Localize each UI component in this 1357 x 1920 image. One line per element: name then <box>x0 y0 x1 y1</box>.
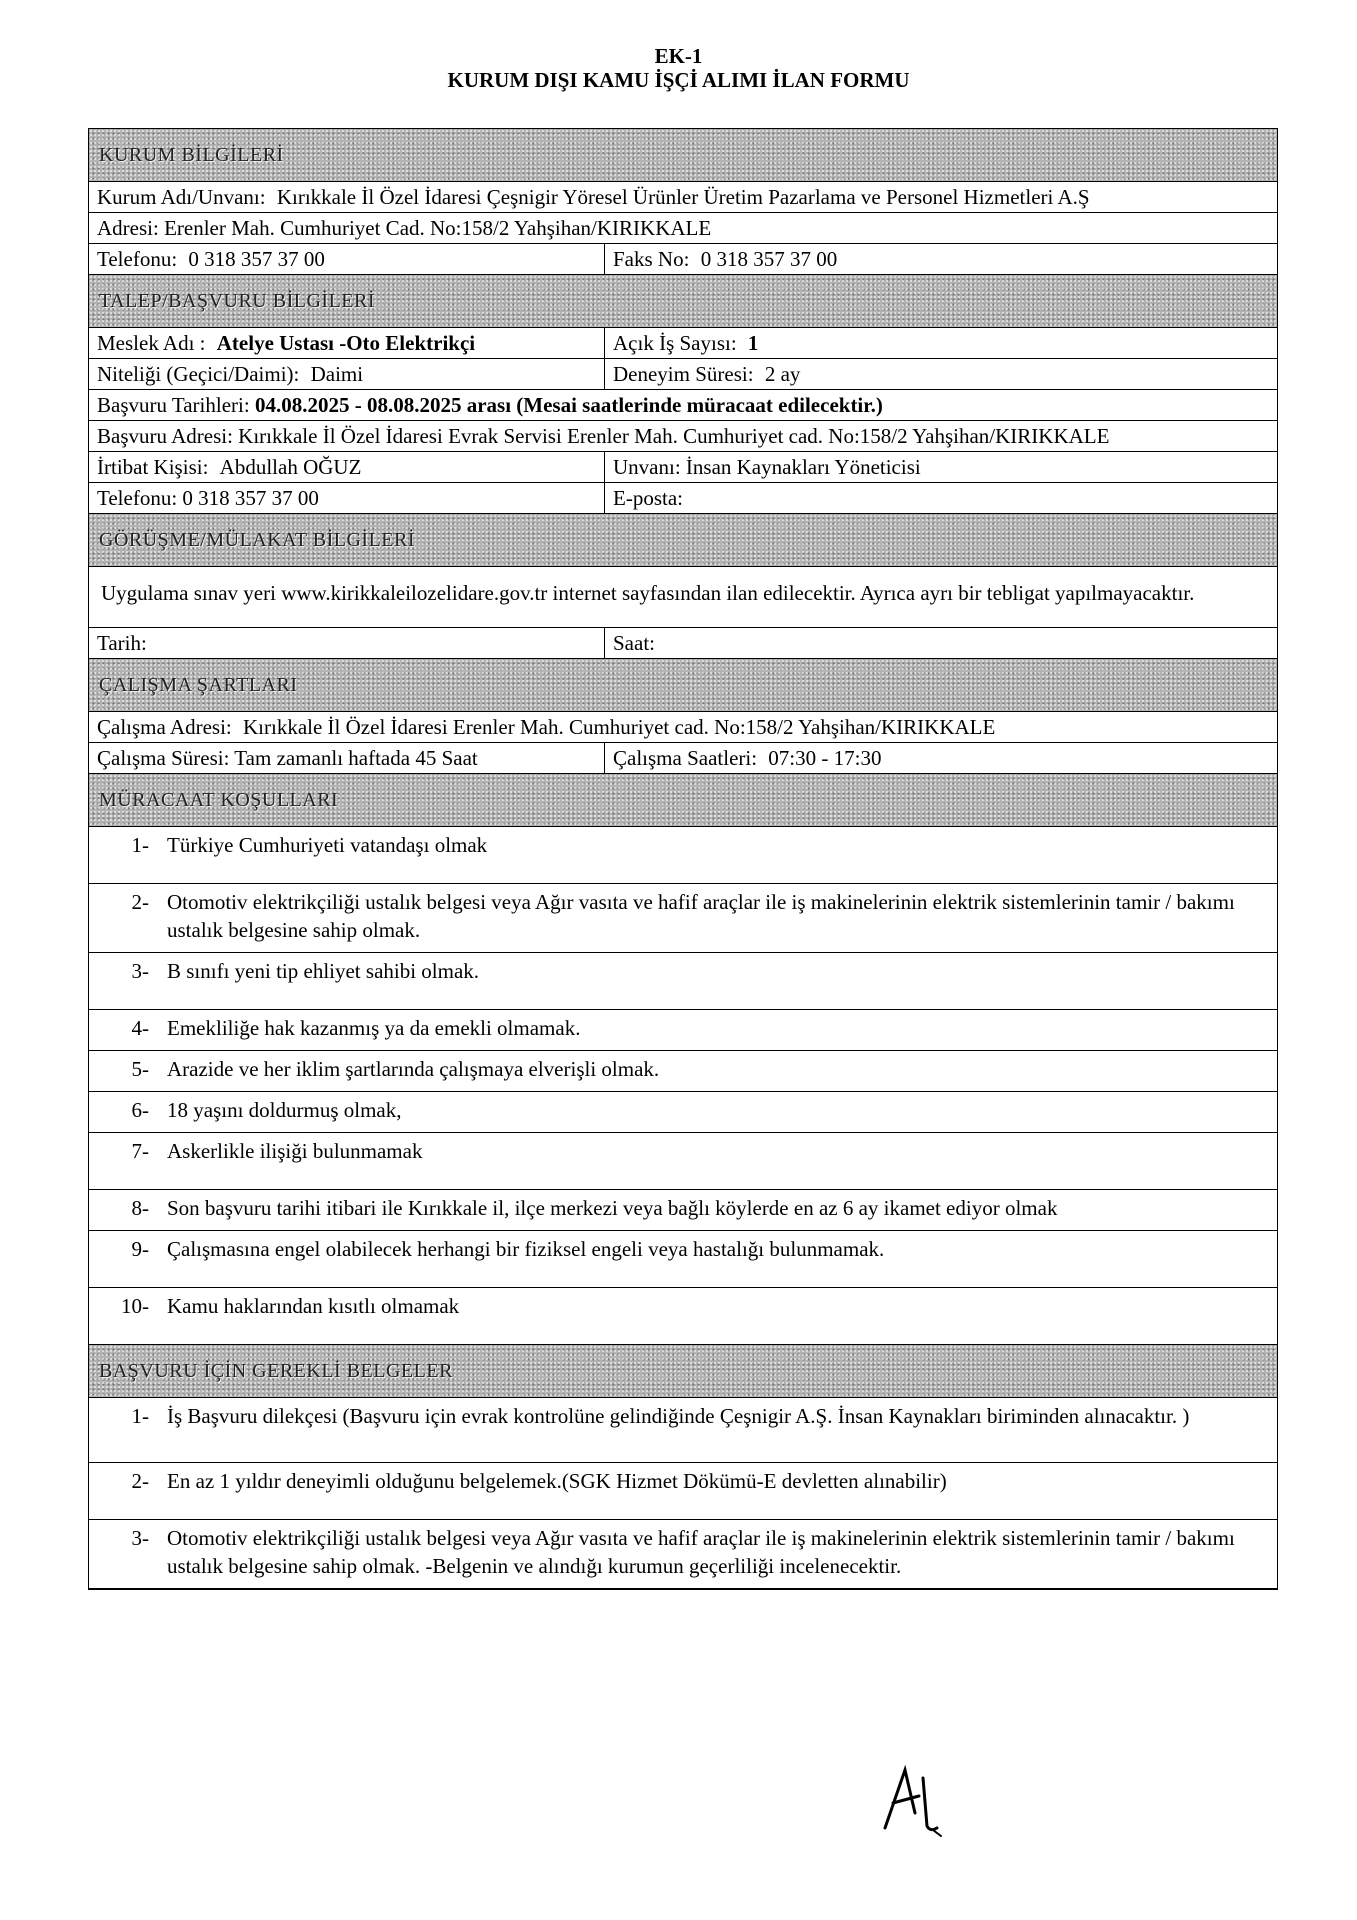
list-item <box>89 1051 1277 1092</box>
item-text: Türkiye Cumhuriyeti vatandaşı olmak <box>167 833 488 857</box>
value-deneyim: 2 ay <box>764 362 801 386</box>
label-deneyim: Deneyim Süresi: <box>613 362 754 386</box>
item-number: 4- <box>131 1016 149 1040</box>
item-text: 18 yaşını doldurmuş olmak, <box>167 1098 402 1122</box>
value-kurum-adi: Kırıkkale İl Özel İdaresi Çeşnigir Yöresel Ürünler Üretim Pazarlama ve Personel Hizmetleri A.Ş <box>276 185 1090 209</box>
section-title: TALEP/BAŞVURU BİLGİLERİ <box>99 289 376 312</box>
item-text: En az 1 yıldır deneyimli olduğunu belgelemek.(SGK Hizmet Dökümü-E devletten alınabilir) <box>167 1469 947 1493</box>
value-calisma-suresi: Tam zamanlı haftada 45 Saat <box>234 746 478 770</box>
item-text: Emekliliğe hak kazanmış ya da emekli olmamak. <box>167 1016 581 1040</box>
section-title: BAŞVURU İÇİN GEREKLİ BELGELER <box>99 1359 453 1382</box>
list-item <box>89 1463 1277 1520</box>
label-calisma-adresi: Çalışma Adresi: <box>97 715 232 739</box>
item-text: B sınıfı yeni tip ehliyet sahibi olmak. <box>167 959 480 983</box>
list-item <box>89 1398 1277 1463</box>
label-meslek: Meslek Adı : <box>97 331 206 355</box>
label-faks: Faks No: <box>613 247 690 271</box>
list-item <box>89 1231 1277 1288</box>
item-number: 10- <box>121 1294 149 1318</box>
form-code: EK-1 <box>654 44 703 68</box>
section-header-talep <box>89 275 1277 328</box>
section-title: KURUM BİLGİLERİ <box>99 143 284 166</box>
announcement-form <box>88 128 1278 1590</box>
label-irtibat: İrtibat Kişisi: <box>97 455 209 479</box>
value-irtibat: Abdullah OĞUZ <box>219 455 362 479</box>
signature-mark <box>875 1758 965 1838</box>
item-number: 1- <box>131 1404 149 1428</box>
label-adres: Adresi: <box>97 216 159 240</box>
label-acik-is: Açık İş Sayısı: <box>613 331 737 355</box>
gorusme-text: Uygulama sınav yeri www.kirikkaleilozelidare.gov.tr internet sayfasından ilan edilecektir. Ayrıca ayrı bir tebligat yapılmayacaktır. <box>101 581 1195 605</box>
item-text: Son başvuru tarihi itibari ile Kırıkkale il, ilçe merkezi veya bağlı köylerde en az 6 ay ikamet ediyor olmak <box>167 1196 1058 1220</box>
value-unvan: İnsan Kaynakları Yöneticisi <box>685 455 921 479</box>
item-text: Arazide ve her iklim şartlarında çalışmaya elverişli olmak. <box>167 1057 660 1081</box>
value-calisma-saatleri: 07:30 - 17:30 <box>768 746 882 770</box>
item-number: 5- <box>131 1057 149 1081</box>
value-acik-is: 1 <box>747 331 759 355</box>
label-eposta: E-posta: <box>613 486 683 510</box>
section-title: GÖRÜŞME/MÜLAKAT BİLGİLERİ <box>99 528 416 551</box>
row-basvuru-tarihleri <box>89 390 1277 421</box>
item-number: 3- <box>131 959 149 983</box>
value-meslek: Atelye Ustası -Oto Elektrikçi <box>216 331 476 355</box>
list-item <box>89 827 1277 884</box>
row-nitelik <box>89 359 1277 390</box>
row-adres <box>89 213 1277 244</box>
value-basvuru-tarihleri: 04.08.2025 - 08.08.2025 arası (Mesai saatlerinde müracaat edilecektir.) <box>254 393 883 417</box>
section-header-calisma <box>89 659 1277 712</box>
section-title: ÇALIŞMA ŞARTLARI <box>99 673 298 696</box>
item-text: Otomotiv elektrikçiliği ustalık belgesi veya Ağır vasıta ve hafif araçlar ile iş makinelerinin elektrik sistemlerinin tamir / bakımı ustalık belgesine sahip olmak. <box>167 890 1235 942</box>
value-telefon: 0 318 357 37 00 <box>188 247 325 271</box>
item-number: 7- <box>131 1139 149 1163</box>
row-telefon-eposta <box>89 483 1277 514</box>
value-telefon2: 0 318 357 37 00 <box>182 486 319 510</box>
section-header-kurum <box>89 129 1277 182</box>
label-calisma-saatleri: Çalışma Saatleri: <box>613 746 758 770</box>
label-telefon2: Telefonu: <box>97 486 178 510</box>
item-number: 2- <box>131 890 149 914</box>
label-unvan: Unvanı: <box>613 455 681 479</box>
item-text: İş Başvuru dilekçesi (Başvuru için evrak kontrolüne gelindiğinde Çeşnigir A.Ş. İnsan Kaynakları biriminden alınacaktır. ) <box>167 1404 1190 1428</box>
list-item <box>89 1092 1277 1133</box>
item-text: Çalışmasına engel olabilecek herhangi bir fiziksel engeli veya hastalığı bulunmamak. <box>167 1237 885 1261</box>
row-tarih-saat <box>89 628 1277 659</box>
list-item <box>89 1520 1277 1589</box>
row-basvuru-adresi <box>89 421 1277 452</box>
item-text: Otomotiv elektrikçiliği ustalık belgesi veya Ağır vasıta ve hafif araçlar ile iş makinelerinin elektrik sistemlerinin tamir / bakımı ustalık belgesine sahip olmak. -Belgenin ve alındığı kurumun geçerliliği incelenecektir. <box>167 1526 1235 1578</box>
item-number: 9- <box>131 1237 149 1261</box>
row-calisma-adresi <box>89 712 1277 743</box>
section-header-belgeler <box>89 1345 1277 1398</box>
list-item <box>89 1288 1277 1345</box>
section-title: MÜRACAAT KOŞULLARI <box>99 788 339 811</box>
row-telefon-faks <box>89 244 1277 275</box>
item-number: 6- <box>131 1098 149 1122</box>
list-item <box>89 1190 1277 1231</box>
label-nitelik: Niteliği (Geçici/Daimi): <box>97 362 300 386</box>
row-kurum-adi <box>89 182 1277 213</box>
item-number: 1- <box>131 833 149 857</box>
list-item <box>89 1133 1277 1190</box>
label-tarih: Tarih: <box>97 631 147 655</box>
list-item <box>89 1010 1277 1051</box>
row-calisma-suresi <box>89 743 1277 774</box>
item-number: 8- <box>131 1196 149 1220</box>
label-basvuru-tarihleri: Başvuru Tarihleri: <box>97 393 250 417</box>
value-basvuru-adresi: Kırıkkale İl Özel İdaresi Evrak Servisi Erenler Mah. Cumhuriyet cad. No:158/2 Yahşihan/KIRIKKALE <box>238 424 1110 448</box>
value-calisma-adresi: Kırıkkale İl Özel İdaresi Erenler Mah. Cumhuriyet cad. No:158/2 Yahşihan/KIRIKKALE <box>243 715 996 739</box>
value-nitelik: Daimi <box>310 362 364 386</box>
item-text: Askerlikle ilişiği bulunmamak <box>167 1139 423 1163</box>
list-item <box>89 884 1277 953</box>
value-faks: 0 318 357 37 00 <box>700 247 838 271</box>
row-meslek <box>89 328 1277 359</box>
form-title: KURUM DIŞI KAMU İŞÇİ ALIMI İLAN FORMU <box>447 68 910 92</box>
section-header-gorusme <box>89 514 1277 567</box>
label-saat: Saat: <box>613 631 655 655</box>
item-number: 2- <box>131 1469 149 1493</box>
label-kurum-adi: Kurum Adı/Unvanı: <box>97 185 266 209</box>
item-number: 3- <box>131 1526 149 1550</box>
list-item <box>89 953 1277 1010</box>
section-header-muracaat <box>89 774 1277 827</box>
item-text: Kamu haklarından kısıtlı olmamak <box>167 1294 460 1318</box>
row-gorusme-text <box>89 567 1277 628</box>
label-telefon: Telefonu: <box>97 247 178 271</box>
value-adres: Erenler Mah. Cumhuriyet Cad. No:158/2 Yahşihan/KIRIKKALE <box>164 216 712 240</box>
label-calisma-suresi: Çalışma Süresi: <box>97 746 230 770</box>
label-basvuru-adresi: Başvuru Adresi: <box>97 424 233 448</box>
row-irtibat <box>89 452 1277 483</box>
